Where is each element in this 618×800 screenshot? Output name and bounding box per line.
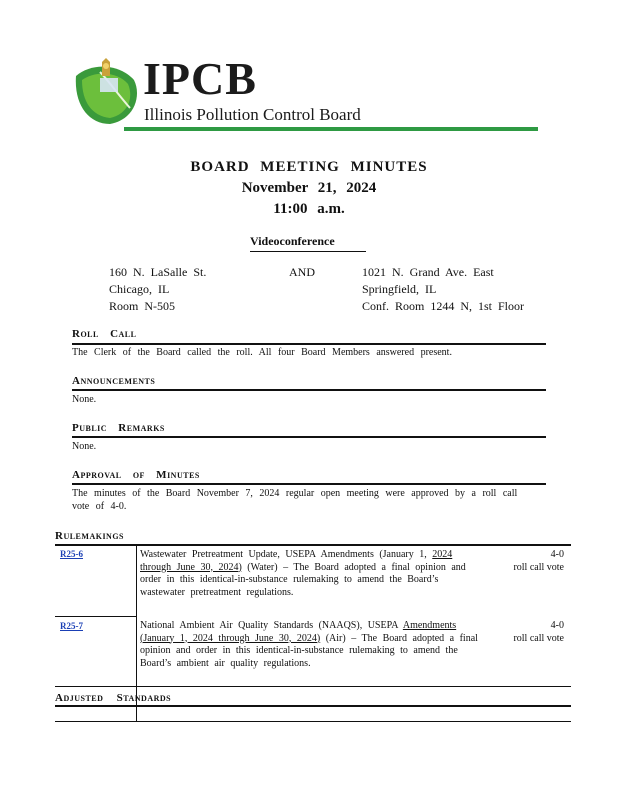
announcements-text: None.: [72, 394, 97, 405]
vote-result: 4-0: [550, 620, 564, 631]
address-line: 1021 N. Grand Ave. East: [362, 265, 494, 279]
logo-wordmark: IPCB: [143, 53, 257, 104]
rulemaking-dates: Amendments (January 1, 2024 through June 30, 2024): [140, 620, 457, 644]
logo-subtitle: Illinois Pollution Control Board: [144, 105, 361, 124]
rulemaking-summary: Board adopted a final opinion and order in this identical-in-substance rulemaking to amend the Board’s ambient air quality regulations.: [140, 632, 478, 669]
location-separator: AND: [289, 265, 315, 279]
location-chicago: [109, 264, 206, 315]
table-top-rule: [55, 544, 571, 546]
table-row-divider: [55, 616, 136, 617]
docket-link[interactable]: R25-7: [60, 621, 83, 631]
address-line: Room N-505: [109, 299, 175, 313]
table-rule: [55, 705, 571, 707]
address-line: Springfield, IL: [362, 282, 437, 296]
rulemakings-heading: Rulemakings: [55, 530, 125, 542]
vote-result: 4-0: [550, 549, 564, 560]
rulemaking-media: (Air) – The: [325, 632, 378, 644]
roll-call-text: The Clerk of the Board called the roll. All four Board Members answered present.: [72, 347, 452, 358]
rulemaking-dates: 2024 through June 30, 2024): [140, 549, 453, 573]
meeting-time: 11:00 a.m.: [273, 201, 345, 217]
address-line: 160 N. LaSalle St.: [109, 265, 207, 279]
vote-type: roll call vote: [513, 562, 564, 573]
section-divider: [72, 436, 546, 438]
leaf-logo-icon: [72, 58, 142, 128]
rulemaking-title: Wastewater Pretreatment Update, USEPA Amendments (January 1,: [140, 549, 427, 560]
announcements-heading: Announcements: [72, 375, 156, 387]
rulemaking-description: [140, 549, 480, 599]
section-divider: [72, 483, 546, 485]
document-title: BOARD MEETING MINUTES: [190, 159, 428, 175]
meeting-venue: Videoconference: [250, 234, 366, 252]
meeting-date: November 21, 2024: [241, 180, 377, 196]
public-remarks-text: None.: [72, 441, 97, 452]
approval-heading: Approval of Minutes: [72, 469, 200, 481]
roll-call-heading: Roll Call: [72, 328, 137, 340]
table-rule: [55, 686, 571, 687]
address-line: Chicago, IL: [109, 282, 170, 296]
rulemaking-media: (Water) – The Board adopted a final: [247, 561, 410, 573]
section-divider: [72, 389, 546, 391]
docket-link[interactable]: R25-6: [60, 549, 83, 559]
location-springfield: [362, 264, 524, 315]
rulemaking-summary: opinion and order in this identical-in-substance rulemaking to amend the Board’s wastewater pretreatment regulations.: [140, 561, 466, 598]
approval-text: The minutes of the Board November 7, 2024 regular open meeting were approved by a roll call vote of 4-0.: [72, 488, 518, 512]
adjusted-standards-heading: Adjusted Standards: [55, 692, 172, 704]
rulemaking-title: National Ambient Air Quality Standards (NAAQS), USEPA: [140, 620, 398, 631]
vote-type: roll call vote: [513, 633, 564, 644]
address-line: Conf. Room 1244 N, 1st Floor: [362, 299, 525, 313]
rulemaking-description: [140, 620, 480, 670]
section-divider: [72, 343, 546, 345]
public-remarks-heading: Public Remarks: [72, 422, 165, 434]
logo-divider: [124, 127, 538, 131]
table-bottom-rule: [55, 721, 571, 722]
